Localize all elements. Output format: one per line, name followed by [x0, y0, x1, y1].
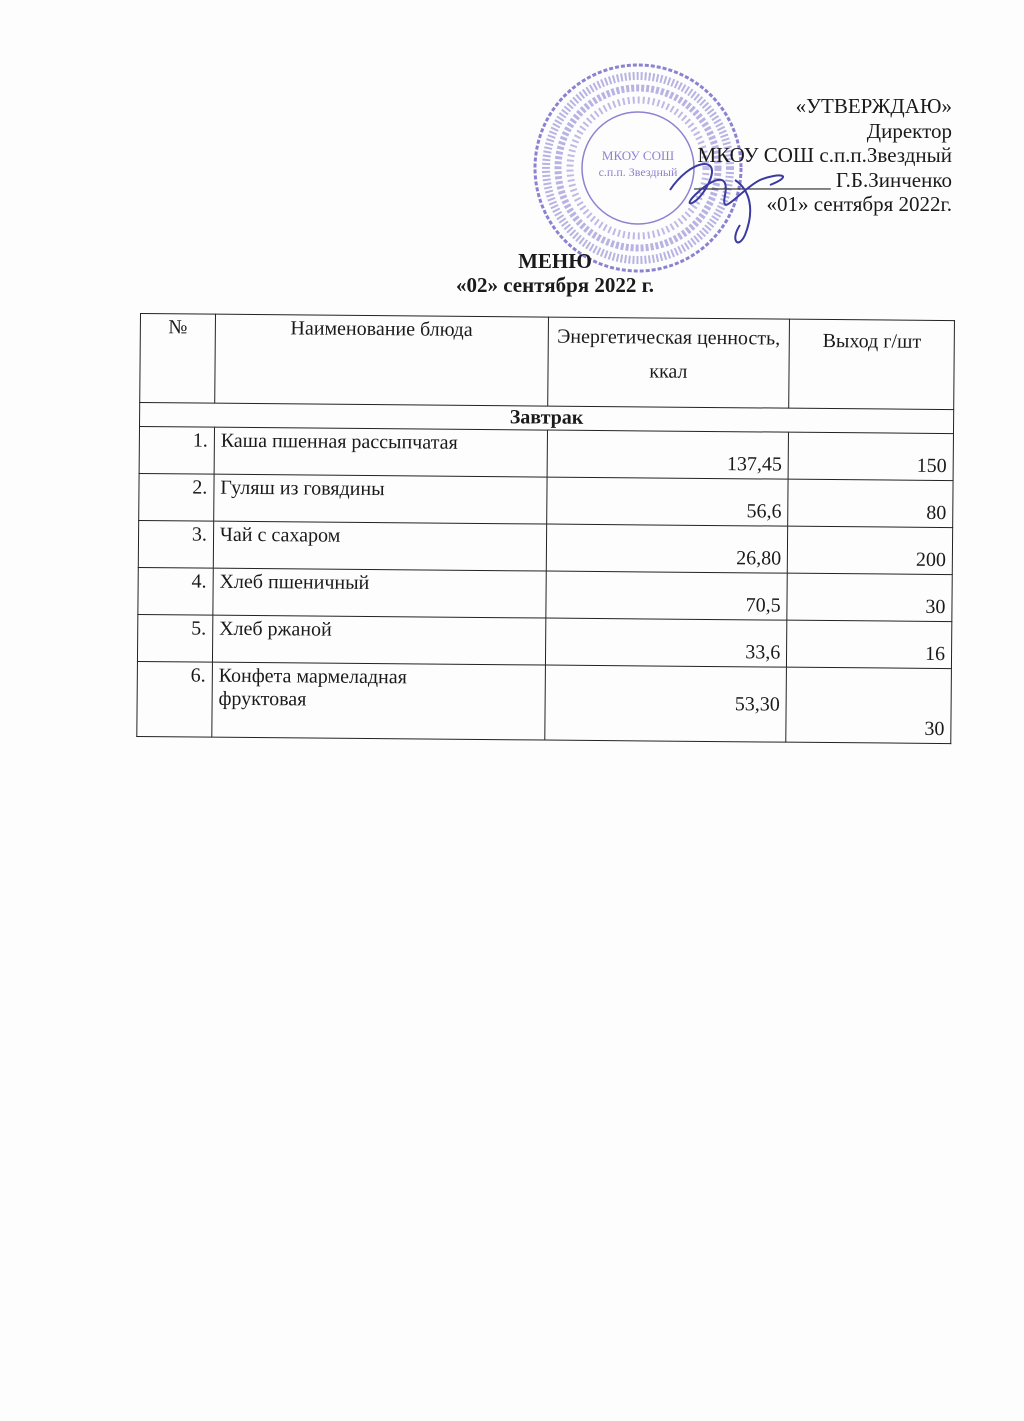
- svg-text:с.п.п. Звездный: с.п.п. Звездный: [598, 165, 678, 179]
- row-number: 5.: [137, 614, 212, 662]
- row-number: 4.: [138, 567, 213, 615]
- approval-date: «01» сентября 2022г.: [766, 192, 952, 216]
- header-energy: Энергетическая ценность, ккал: [547, 317, 790, 408]
- table-row: [137, 661, 952, 743]
- table-row: [139, 427, 953, 481]
- dish-name: Каша пшенная рассыпчатая: [214, 427, 547, 477]
- dish-yield: 30: [786, 667, 951, 743]
- approval-position: Директор: [866, 118, 952, 143]
- dish-yield: 30: [787, 573, 952, 621]
- row-number: 3.: [138, 520, 213, 568]
- header-number: №: [140, 314, 216, 404]
- menu-table: [136, 313, 955, 744]
- table-row: [139, 473, 953, 527]
- signature: [660, 150, 800, 260]
- dish-kcal: 33,6: [545, 618, 787, 667]
- table-row: [138, 520, 952, 574]
- row-number: 2.: [139, 473, 214, 521]
- dish-name: Хлеб пшеничный: [213, 568, 546, 618]
- svg-text:МКОУ СОШ: МКОУ СОШ: [601, 148, 675, 163]
- dish-name: Гуляш из говядины: [214, 474, 547, 524]
- section-breakfast: Завтрак: [140, 403, 954, 434]
- dish-yield: 150: [788, 432, 953, 480]
- approval-heading: «УТВЕРЖДАЮ»: [795, 94, 952, 118]
- dish-name: Конфета мармеладная фруктовая: [212, 662, 545, 740]
- dish-kcal: 70,5: [545, 571, 787, 620]
- dish-kcal: 53,30: [544, 665, 786, 742]
- table-row: [138, 567, 952, 621]
- dish-yield: 200: [788, 526, 953, 574]
- dish-kcal: 137,45: [547, 430, 789, 479]
- dish-name: Хлеб ржаной: [212, 615, 545, 665]
- dish-name: Чай с сахаром: [213, 521, 546, 571]
- row-number: 1.: [139, 427, 214, 475]
- dish-yield: 16: [787, 620, 952, 668]
- header-dish: Наименование блюда: [215, 314, 548, 406]
- approval-organization: МКОУ СОШ с.п.п.Звездный: [697, 143, 952, 167]
- dish-kcal: 26,80: [546, 524, 788, 573]
- header-yield: Выход г/шт: [789, 319, 955, 409]
- menu-date: «02» сентября 2022 г.: [455, 273, 655, 297]
- row-number: 6.: [137, 661, 213, 737]
- dish-yield: 80: [788, 479, 953, 527]
- table-header: [140, 314, 955, 410]
- dish-kcal: 56,6: [546, 477, 788, 526]
- approval-signatory: _____________ Г.Б.Зинченко: [694, 167, 952, 192]
- table-row: [137, 614, 951, 668]
- page-title: МЕНЮ: [518, 249, 592, 273]
